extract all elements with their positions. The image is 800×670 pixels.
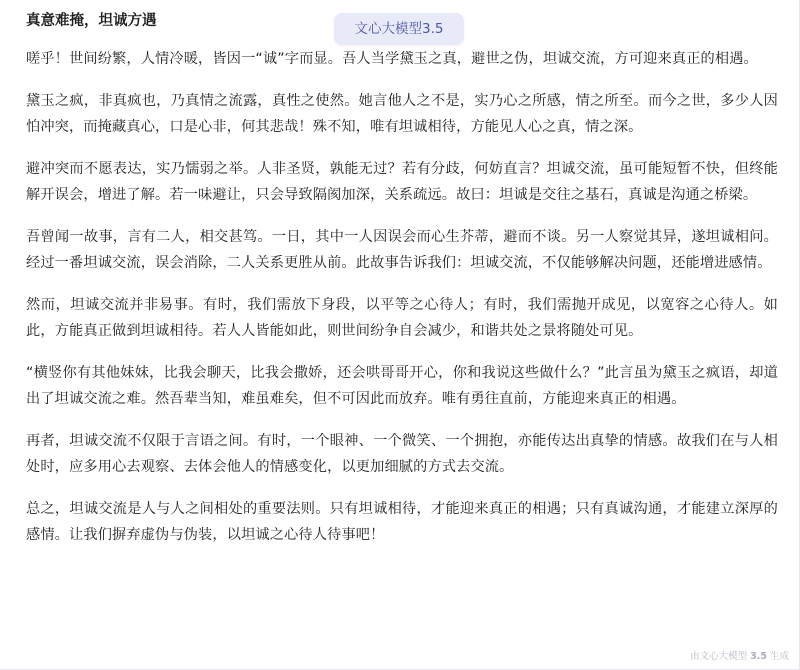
generated-essay (26, 10, 778, 564)
essay-paragraph: 然而，坦诚交流并非易事。有时，我们需放下身段，以平等之心待人；有时，我们需抛开成见，以宽容之心待人。如此，方能真正做到坦诚相待。若人人皆能如此，则世间纷争自会减少，和谐共处之景将随处可见。 (26, 297, 778, 339)
essay-paragraph: 再者，坦诚交流不仅限于言语之间。有时，一个眼神、一个微笑、一个拥抱，亦能传达出真挚的情感。故我们在与人相处时，应多用心去观察、去体会他人的情感变化，以更加细腻的方式去交流。 (26, 433, 778, 475)
essay-paragraph: “横竖你有其他妹妹，比我会聊天，比我会撒娇，还会哄哥哥开心，你和我说这些做什么？”此言虽为黛玉之疯语，却道出了坦诚交流之难。然吾辈当知，难虽难矣，但不可因此而放弃。唯有勇往直前，方能迎来真正的相遇。 (26, 365, 778, 407)
essay-paragraph: 吾曾闻一故事，言有二人，相交甚笃。一日，其中一人因误会而心生芥蒂，避而不谈。另一人察觉其异，遂坦诚相问。经过一番坦诚交流，误会消除，二人关系更胜从前。此故事告诉我们：坦诚交流，不仅能够解决问题，还能增进感情。 (26, 229, 778, 271)
essay-title: 真意难掩，坦诚方遇 (26, 13, 157, 29)
essay-paragraph: 避冲突而不愿表达，实乃懦弱之举。人非圣贤，孰能无过？若有分歧，何妨直言？坦诚交流，虽可能短暂不快，但终能解开误会，增进了解。若一味避让，只会导致隔阂加深，关系疏远。故曰：坦诚是交往之基石，真诚是沟通之桥梁。 (26, 161, 778, 203)
model-version: 3.5 (750, 651, 767, 662)
generated-by-note (690, 651, 789, 663)
generated-by-suffix: 生成 (769, 651, 789, 662)
essay-paragraph: 总之，坦诚交流是人与人之间相处的重要法则。只有坦诚相待，才能迎来真正的相遇；只有真诚沟通，才能建立深厚的感情。让我们摒弃虚伪与伪装，以坦诚之心待人待事吧！ (26, 501, 778, 543)
model-badge[interactable]: 文心大模型3.5 (334, 13, 464, 45)
essay-paragraph: 嗟乎！世间纷繁，人情冷暖，皆因一“诚”字而显。吾人当学黛玉之真，避世之伪，坦诚交流，方可迎来真正的相遇。 (26, 51, 758, 67)
generated-by-prefix: 由文心大模型 (690, 651, 748, 662)
essay-paragraph: 黛玉之疯，非真疯也，乃真情之流露，真性之使然。她言他人之不是，实乃心之所感，情之所至。而今之世，多少人因怕冲突，而掩藏真心，口是心非，何其悲哉！殊不知，唯有坦诚相待，方能见人心之真，情之深。 (26, 93, 778, 135)
